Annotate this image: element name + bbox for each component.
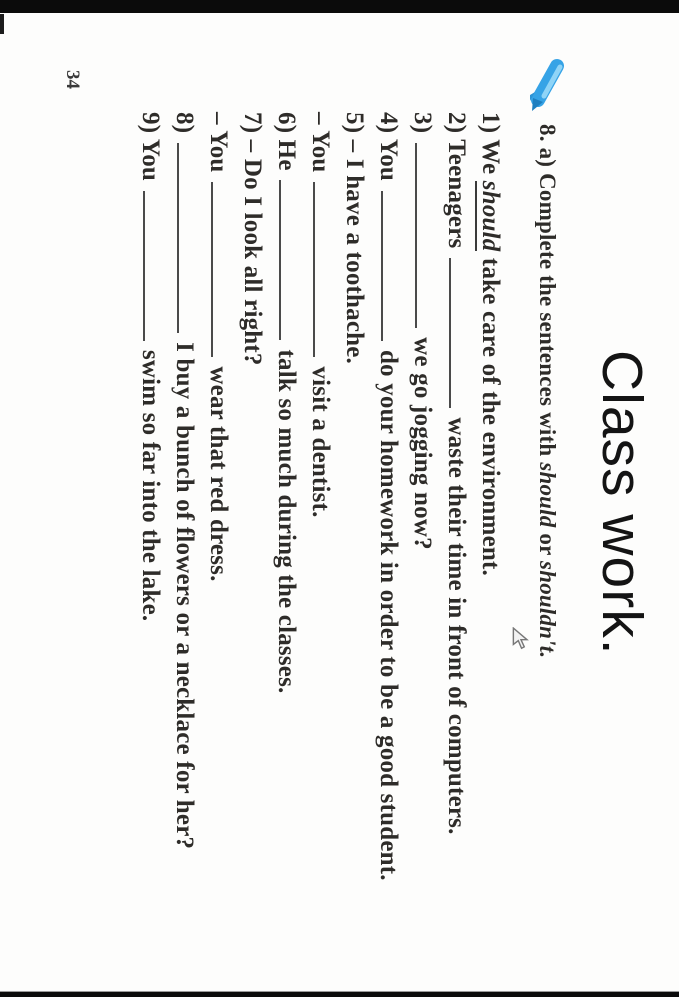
exercise-instruction bbox=[529, 58, 565, 658]
text-segment: visit a dentist. bbox=[307, 359, 334, 518]
text-segment: 6) He bbox=[273, 112, 300, 178]
exercise-line bbox=[303, 112, 337, 881]
exercise-line bbox=[235, 112, 269, 881]
answer-blank bbox=[177, 143, 201, 333]
text-segment: I buy a bunch of flowers or a necklace for her? bbox=[171, 335, 198, 850]
page-number: 34 bbox=[62, 70, 83, 89]
mouse-cursor-icon bbox=[512, 627, 530, 651]
answer-blank bbox=[415, 143, 439, 328]
instruction-text bbox=[534, 124, 560, 658]
pencil-icon bbox=[529, 58, 565, 112]
bottom-letterbox-bar bbox=[0, 991, 679, 997]
answer-blank bbox=[313, 182, 337, 357]
answer-blank bbox=[279, 180, 303, 340]
page-edge-notch bbox=[0, 14, 4, 34]
text-segment: 4) You bbox=[375, 112, 402, 188]
text-segment: 8) bbox=[171, 112, 198, 140]
text-segment: 9) You bbox=[137, 112, 164, 188]
text-segment: should bbox=[535, 462, 560, 528]
text-segment: we go jogging now? bbox=[409, 330, 436, 550]
exercise-line bbox=[439, 112, 473, 881]
text-segment: should bbox=[477, 180, 504, 252]
text-segment: do your homework in order to be a good student. bbox=[375, 343, 402, 881]
text-segment: 2) Teenagers bbox=[443, 112, 470, 255]
top-letterbox-bar bbox=[0, 0, 679, 13]
answer-blank bbox=[449, 258, 473, 408]
page-title: Class work. bbox=[590, 350, 654, 656]
text-segment: talk so much during the classes. bbox=[273, 343, 300, 694]
text-segment: take care of the environment. bbox=[477, 251, 504, 576]
text-segment: 7) – Do I look all right? bbox=[239, 112, 266, 366]
text-segment: swim so far into the lake. bbox=[137, 343, 164, 622]
text-segment: 8. a) Complete the sentences with bbox=[535, 124, 560, 463]
text-segment: 5) – I have a toothache. bbox=[341, 112, 368, 365]
exercise-lines bbox=[133, 112, 507, 881]
text-segment: – You bbox=[205, 112, 232, 179]
text-segment: – You bbox=[307, 112, 334, 179]
exercise-line bbox=[337, 112, 371, 881]
answer-blank bbox=[143, 191, 167, 341]
text-segment: 1) We bbox=[477, 112, 504, 181]
answer-blank bbox=[211, 182, 235, 357]
text-segment: 3) bbox=[409, 112, 436, 140]
text-segment: wear that red dress. bbox=[205, 359, 232, 582]
exercise-line bbox=[405, 112, 439, 881]
exercise-line bbox=[167, 112, 201, 881]
exercise-line bbox=[269, 112, 303, 881]
answer-blank bbox=[381, 191, 405, 341]
exercise-line bbox=[473, 112, 507, 881]
text-segment: shouldn't. bbox=[535, 561, 560, 659]
exercise-line bbox=[133, 112, 167, 881]
text-segment: or bbox=[535, 527, 560, 562]
exercise-line bbox=[201, 112, 235, 881]
text-segment: waste their time in front of computers. bbox=[443, 410, 470, 835]
exercise-line bbox=[371, 112, 405, 881]
